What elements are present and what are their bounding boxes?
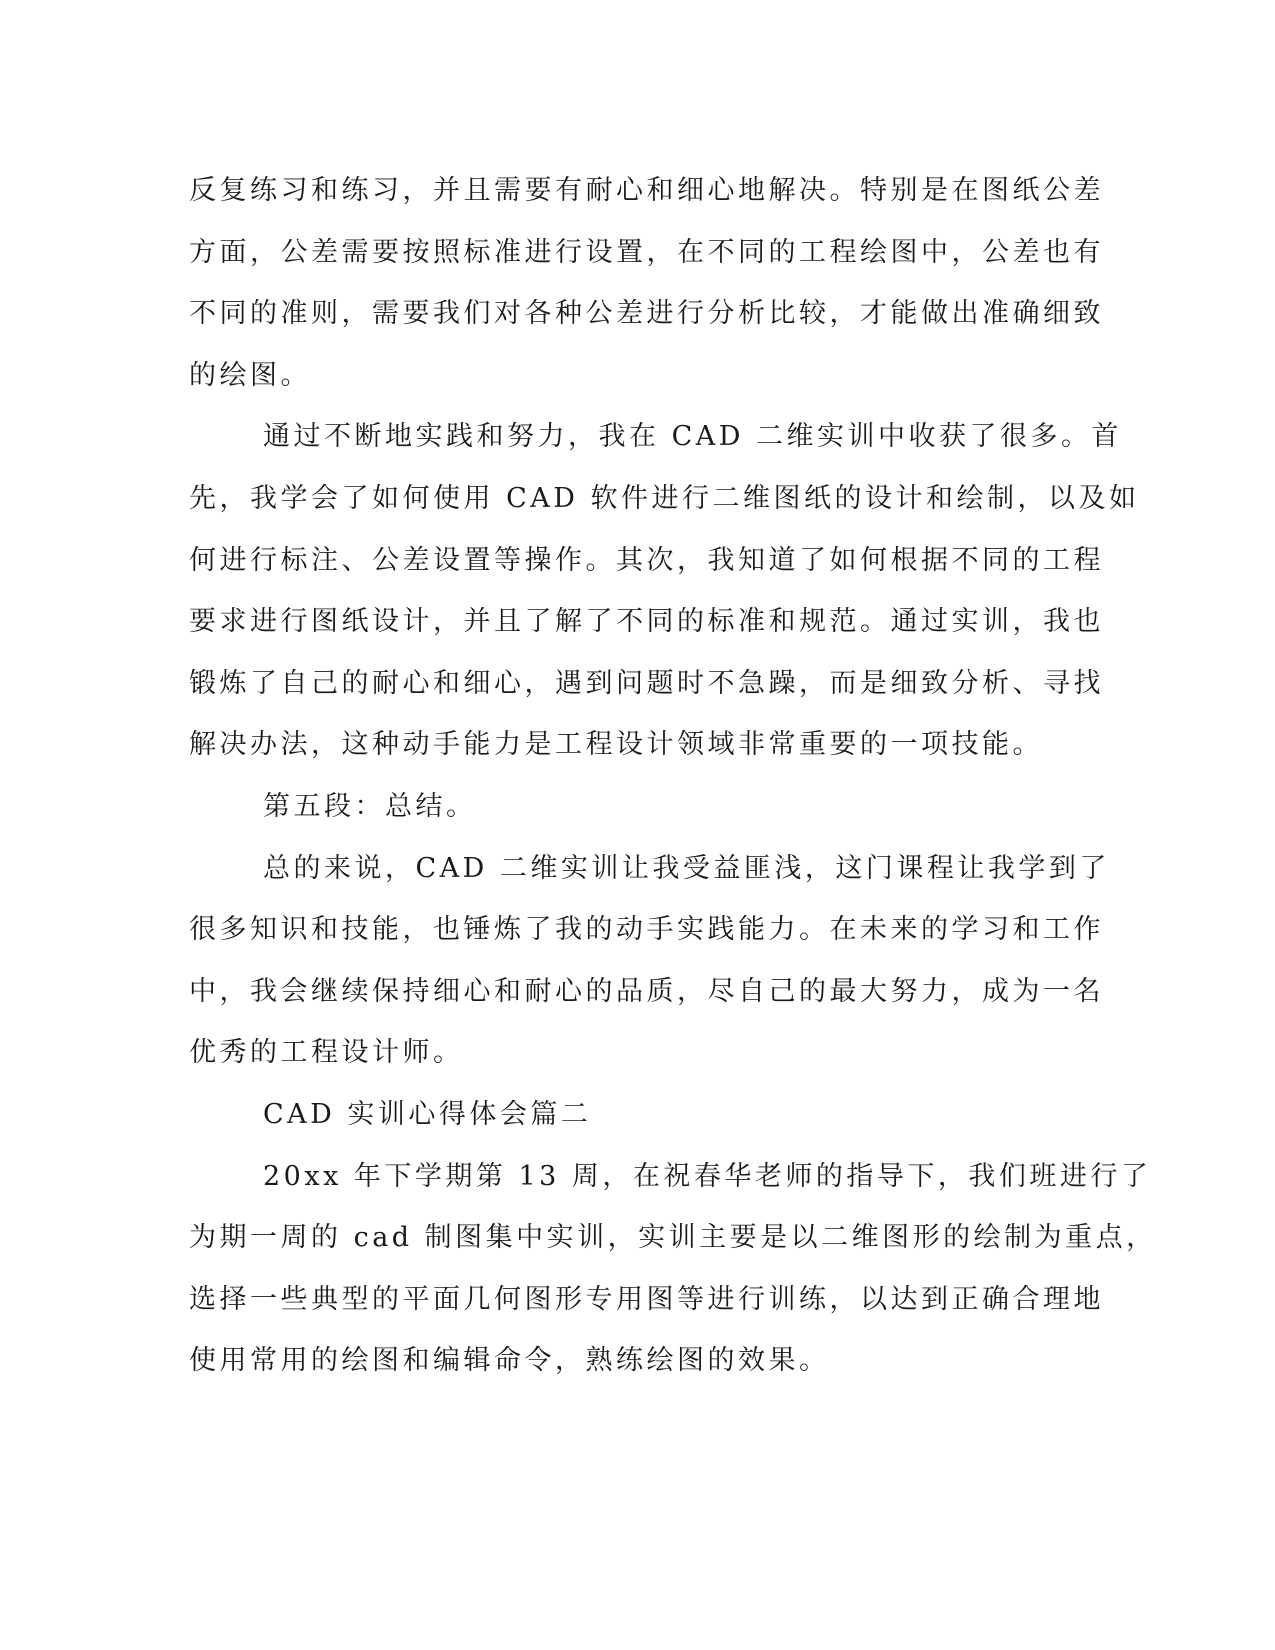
text-line: 解决办法，这种动手能力是工程设计领域非常重要的一项技能。 [189,729,1043,761]
text-line: 中，我会继续保持细心和耐心的品质，尽自己的最大努力，成为一名 [189,975,1104,1007]
text-line: 锻炼了自己的耐心和细心，遇到问题时不急躁，而是细致分析、寻找 [189,667,1104,699]
text-line: 要求进行图纸设计，并且了解了不同的标准和规范。通过实训，我也 [189,606,1104,638]
text-line: 优秀的工程设计师。 [189,1037,464,1069]
text-line: 的绘图。 [189,359,311,391]
text-line: 20xx 年下学期第 13 周，在祝春华老师的指导下，我们班进行了 [263,1160,1152,1192]
document-body [189,160,1157,1392]
section-heading: 第五段：总结。 [263,790,477,822]
text-line: 不同的准则，需要我们对各种公差进行分析比较，才能做出准确细致 [189,298,1104,330]
article-title: CAD 实训心得体会篇二 [263,1098,592,1130]
text-line: 很多知识和技能，也锤炼了我的动手实践能力。在未来的学习和工作 [189,914,1104,946]
text-line: 总的来说，CAD 二维实训让我受益匪浅，这门课程让我学到了 [263,852,1110,884]
text-line: 何进行标注、公差设置等操作。其次，我知道了如何根据不同的工程 [189,544,1104,576]
text-line: 使用常用的绘图和编辑命令，熟练绘图的效果。 [189,1345,830,1377]
text-line: 通过不断地实践和努力，我在 CAD 二维实训中收获了很多。首 [263,421,1122,453]
text-line: 先，我学会了如何使用 CAD 软件进行二维图纸的设计和绘制，以及如 [189,482,1140,514]
text-line: 方面，公差需要按照标准进行设置，在不同的工程绘图中，公差也有 [189,236,1104,268]
text-line: 为期一周的 cad 制图集中实训，实训主要是以二维图形的绘制为重点， [189,1222,1157,1254]
text-line: 选择一些典型的平面几何图形专用图等进行训练，以达到正确合理地 [189,1283,1104,1315]
text-line: 反复练习和练习，并且需要有耐心和细心地解决。特别是在图纸公差 [189,175,1104,206]
